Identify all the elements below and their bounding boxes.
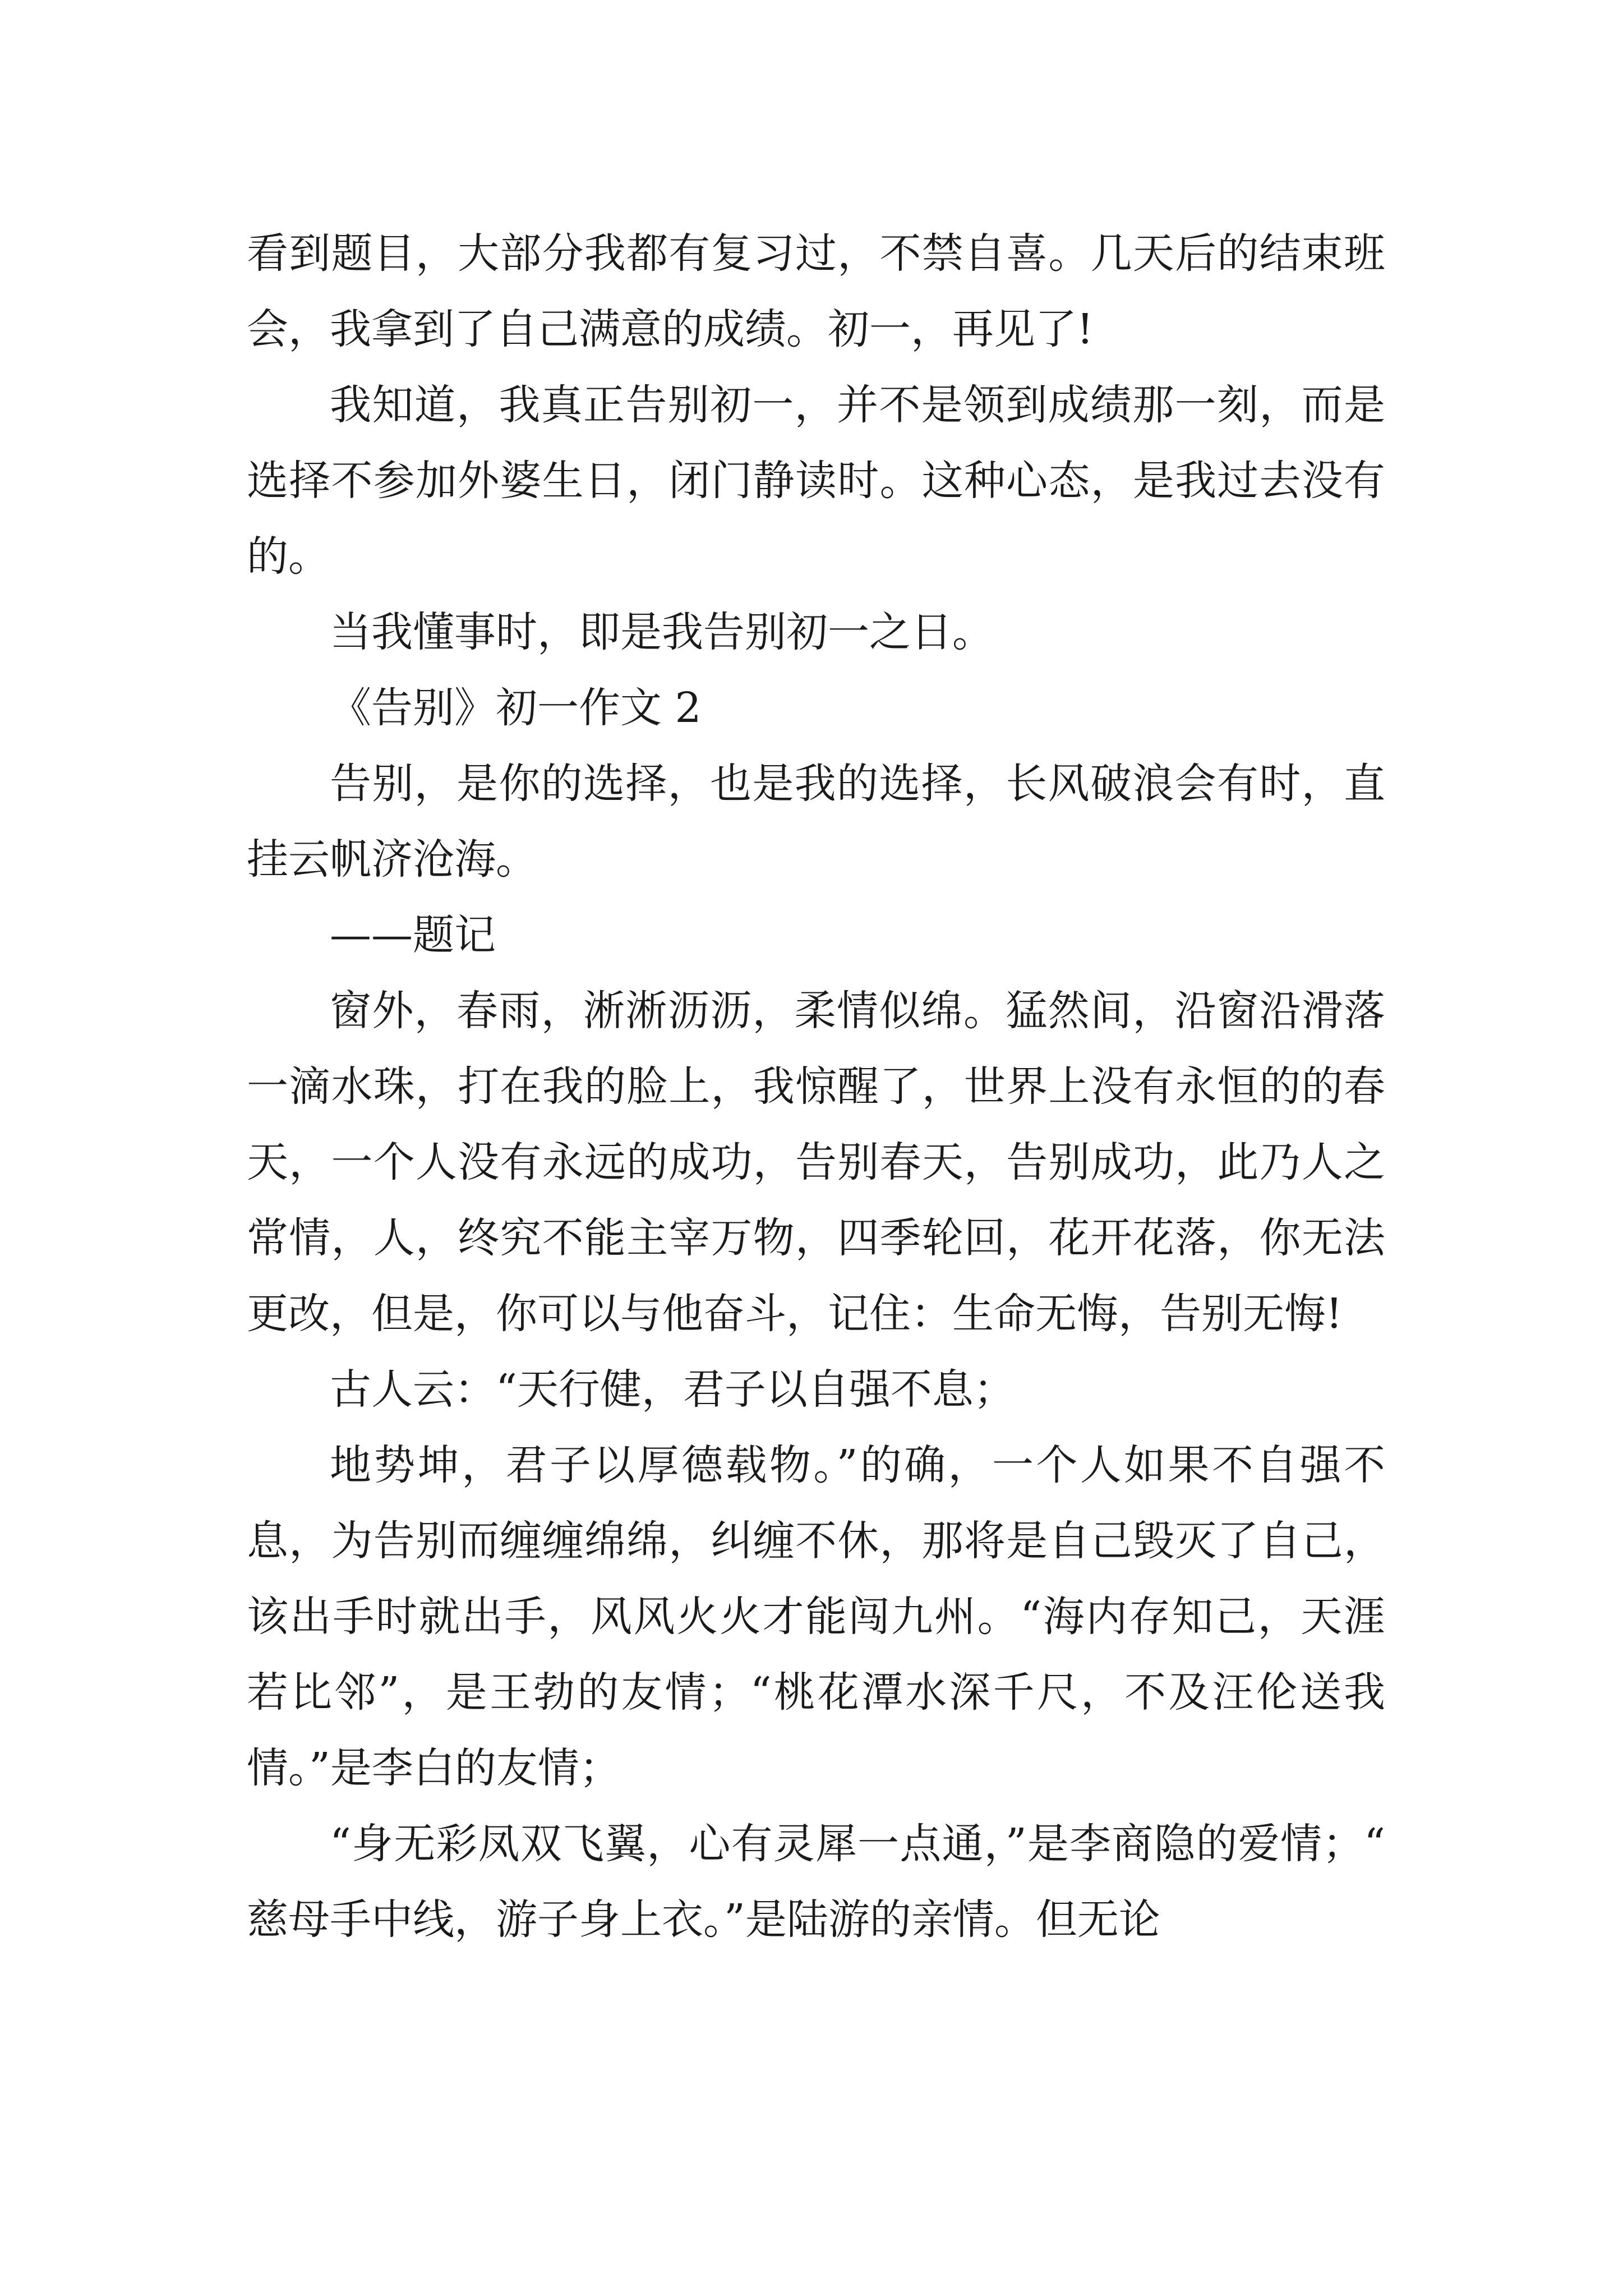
paragraph-4: 窗外，春雨，淅淅沥沥，柔情似绵。猛然间，沿窗沿滑落一滴水珠，打在我的脸上，我惊醒了，世界上没有永恒的的春天，一个人没有永远的成功，告别春天，告别成功，此乃人之常情，人，终究不能主宰万物，四季轮回，花开花落，你无法更改，但是，你可以与他奋斗，记住：生命无悔，告别无悔! <box>247 987 1385 1338</box>
paragraph-1: 看到题目，大部分我都有复习过，不禁自喜。几天后的结束班会，我拿到了自己满意的成绩。初一，再见了! <box>247 229 1385 353</box>
paragraph-epigraph: 告别，是你的选择，也是我的选择，长风破浪会有时，直挂云帆济沧海。 <box>247 760 1385 884</box>
paragraph-2: 我知道，我真正告别初一，并不是领到成绩那一刻，而是选择不参加外婆生日，闭门静读时。这种心态，是我过去没有的。 <box>247 381 1385 581</box>
paragraph-epigraph-credit: ——题记 <box>330 911 496 959</box>
paragraph-5: 古人云：“天行健，君子以自强不息； <box>330 1365 1015 1414</box>
paragraph-7: “身无彩凤双飞翼，心有灵犀一点通，”是李商隐的爱情；“ 慈母手中线，游子身上衣。”是陆游的亲情。但无论 <box>247 1820 1385 1944</box>
essay-heading: 《告别》初一作文 2 <box>330 684 702 732</box>
paragraph-6: 地势坤，君子以厚德载物。”的确，一个人如果不自强不息，为告别而缠缠绵绵，纠缠不休，那将是自己毁灭了自己，该出手时就出手，风风火火才能闯九州。“海内存知己，天涯若比邻”，是王勃的友情；“桃花潭水深千尺，不及汪伦送我情。”是李白的友情； <box>247 1441 1385 1792</box>
document-body <box>247 216 1385 1958</box>
paragraph-3: 当我懂事时，即是我告别初一之日。 <box>330 608 994 656</box>
